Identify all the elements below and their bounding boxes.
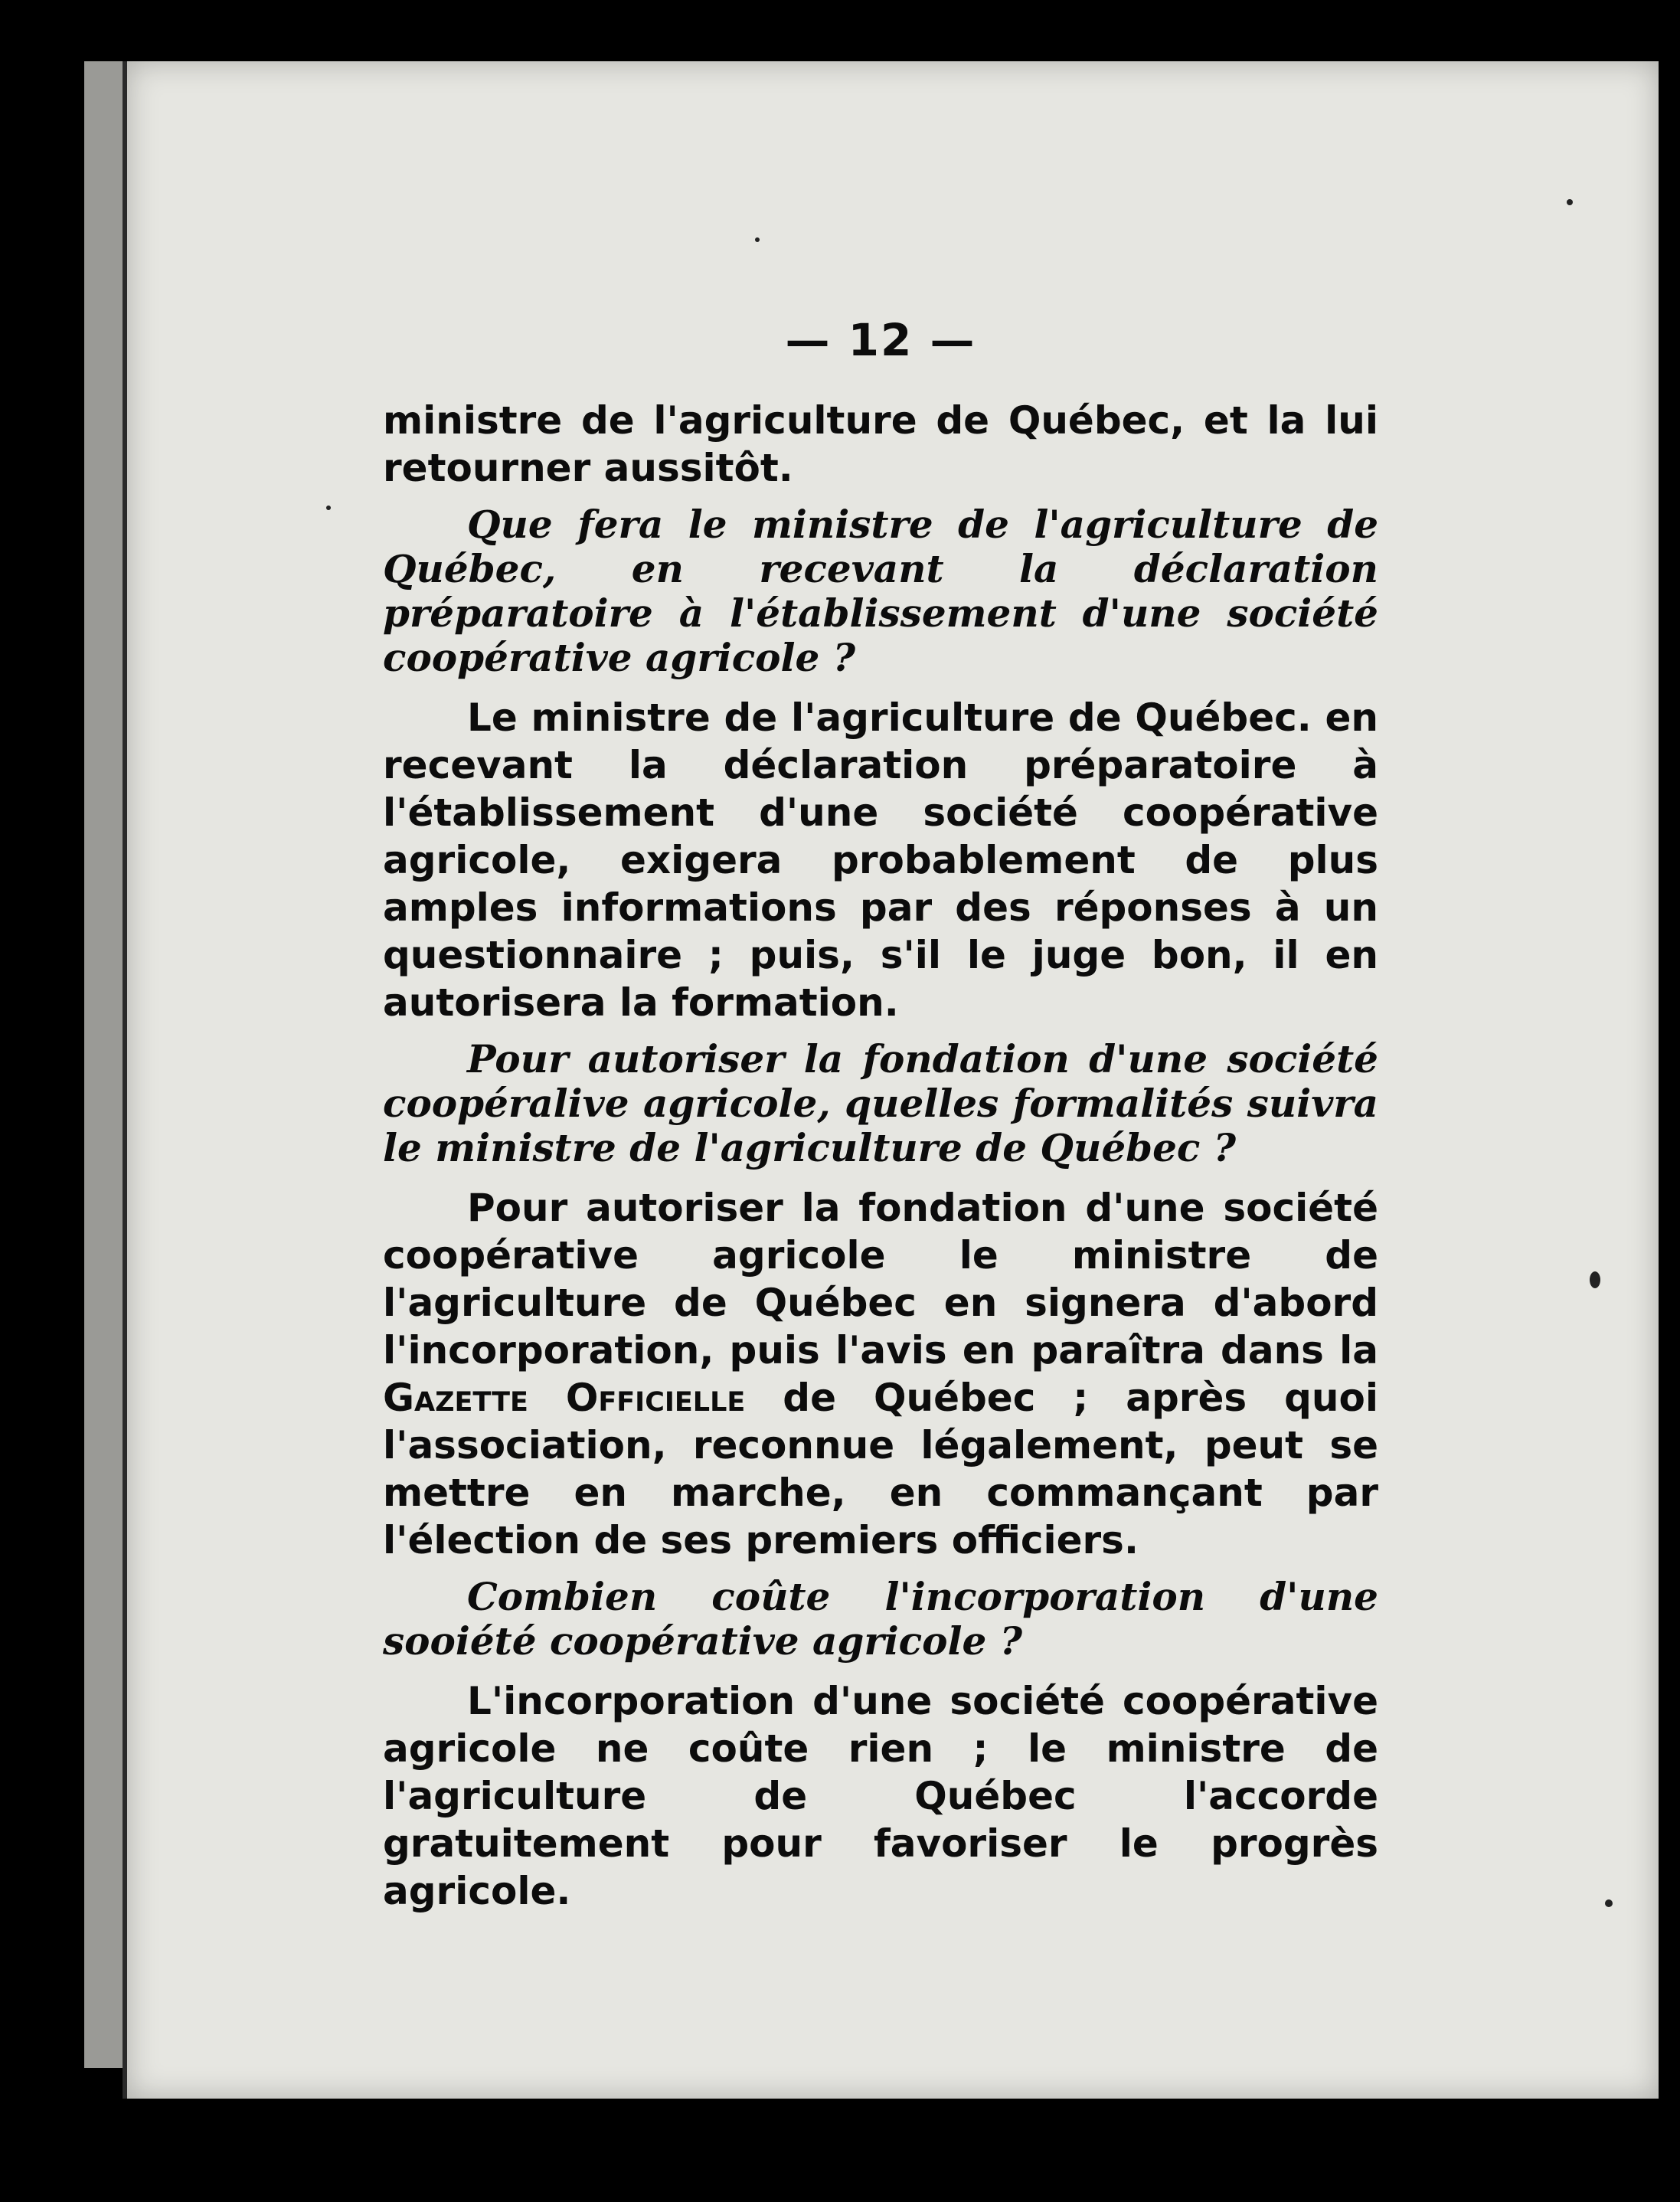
answer-2-end: de Québec ; après quoi l'association, reconnue légalement, peut se mettre en marche, en commançant par l'élection de ses premiers officiers.	[383, 1376, 1378, 1562]
page-number: — 12 —	[785, 314, 976, 366]
speck	[755, 237, 760, 242]
speck	[1605, 1899, 1613, 1907]
gazette-officielle: Gazette Officielle	[383, 1376, 746, 1420]
question-1: Que fera le ministre de l'agriculture de Québec, en recevant la déclaration préparatoire à l'établissement d'une société coopérative agricole ?	[383, 502, 1378, 680]
answer-3: L'incorporation d'une société coopérative agricole ne coûte rien ; le ministre de l'agriculture de Québec l'accorde gratuitement pour favoriser le progrès agricole.	[383, 1679, 1378, 1913]
question-3: Combien coûte l'incorporation d'une sooiété coopérative agricole ?	[383, 1574, 1378, 1664]
answer-1: Le ministre de l'agriculture de Québec. en recevant la déclaration préparatoire à l'établissement d'une société coopérative agricole, exigera probablement de plus amples informations par des réponses à un questionnaire ; puis, s'il le juge bon, il en autorisera la formation.	[383, 695, 1378, 1025]
page-text	[383, 314, 1378, 1926]
paragraph-continued: ministre de l'agriculture de Québec, et la lui retourner aussitôt.	[383, 398, 1378, 490]
speck	[326, 506, 331, 510]
answer-2-start: Pour autoriser la fondation d'une société coopérative agricole le ministre de l'agriculture de Québec en signera d'abord l'incorporation, puis l'avis en paraîtra dans la	[383, 1186, 1378, 1373]
speck	[1567, 199, 1573, 205]
answer-2	[383, 1184, 1378, 1564]
question-2: Pour autoriser la fondation d'une société coopéralive agricole, quelles formalités suivra le ministre de l'agriculture de Québec ?	[383, 1036, 1378, 1170]
speck	[1590, 1271, 1600, 1288]
